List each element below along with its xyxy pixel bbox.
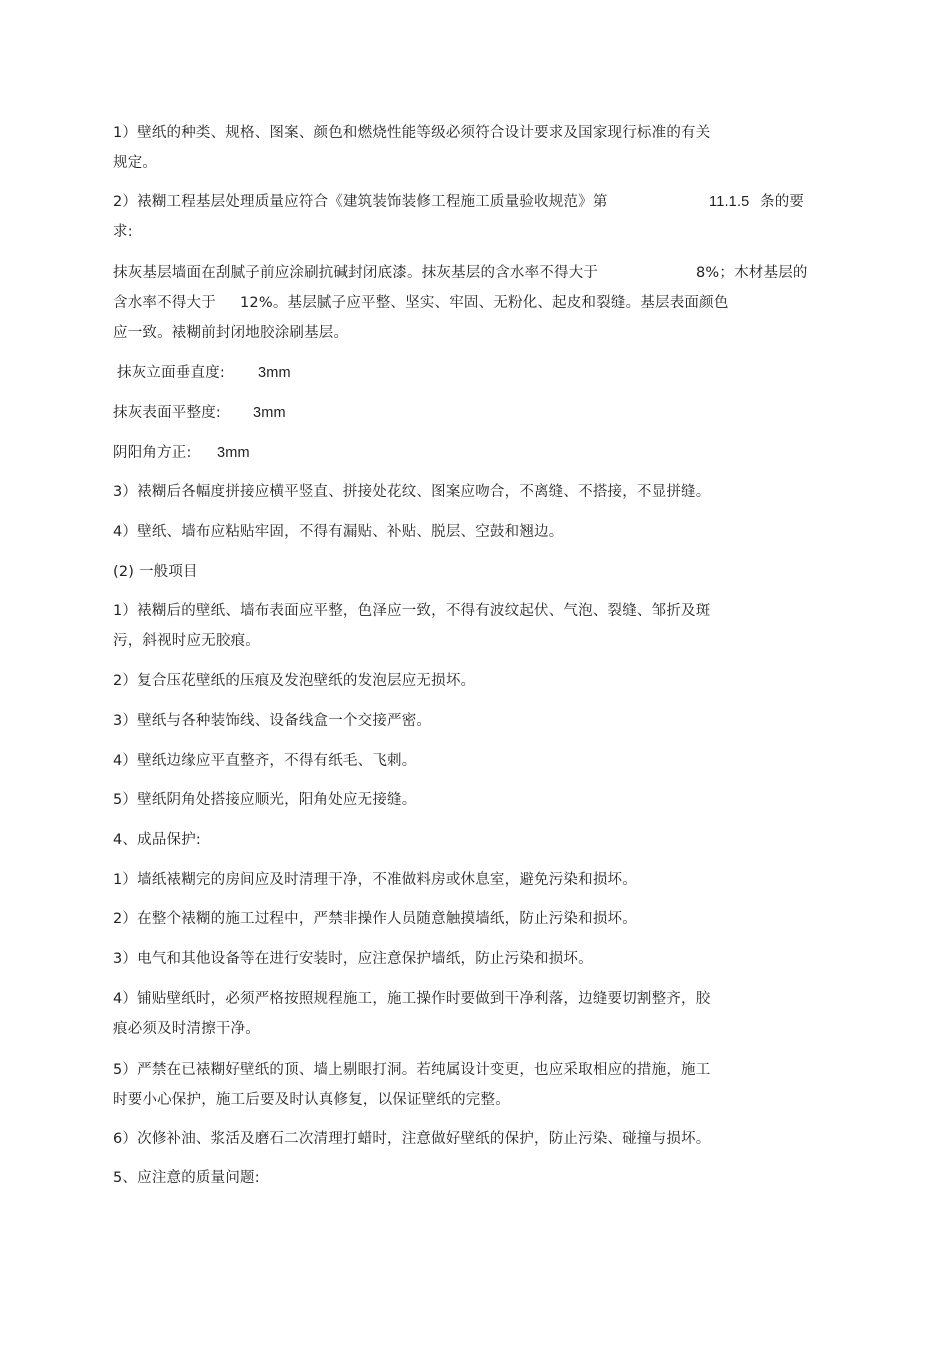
section-heading: 4、成品保护: [113, 832, 202, 848]
tolerance-label: 阴阳角方正: [113, 445, 192, 461]
paragraph-line: 2）复合压花壁纸的压痕及发泡壁纸的发泡层应无损坏。 [113, 673, 476, 689]
paragraph-line: 1）壁纸的种类、规格、图案、颜色和燃烧性能等级必须符合设计要求及国家现行标准的有关 [113, 125, 711, 141]
paragraph-line: 12%。基层腻子应平整、坚实、牢固、无粉化、起皮和裂缝。基层表面颜色 [240, 295, 729, 311]
tolerance-label: 抹灰立面垂直度: [117, 365, 225, 381]
paragraph-line: 求: [113, 224, 133, 240]
paragraph-line: 3）裱糊后各幅度拼接应横平竖直、拼接处花纹、图案应吻合，不离缝、不搭接，不显拼缝。 [113, 484, 711, 500]
paragraph-line: 8%；木材基层的 [696, 265, 808, 281]
paragraph-line: 时要小心保护，施工后要及时认真修复，以保证壁纸的完整。 [113, 1092, 510, 1108]
paragraph-line: 5）严禁在已裱糊好壁纸的顶、墙上剔眼打洞。若纯属设计变更，也应采取相应的措施，施工 [113, 1062, 711, 1078]
paragraph-line: 3）壁纸与各种装饰线、设备线盒一个交接严密。 [113, 713, 432, 729]
paragraph-line: 2）在整个裱糊的施工过程中，严禁非操作人员随意触摸墙纸，防止污染和损坏。 [113, 911, 637, 927]
tolerance-value: 3mm [258, 365, 291, 381]
section-heading: (2) 一般项目 [113, 564, 198, 580]
paragraph-line: 抹灰基层墙面在刮腻子前应涂刷抗碱封闭底漆。抹灰基层的含水率不得大于 [113, 265, 599, 281]
paragraph-line: 1）裱糊后的壁纸、墙布表面应平整，色泽应一致，不得有波纹起伏、气泡、裂缝、邹折及斑 [113, 603, 711, 619]
paragraph-line: 含水率不得大于 [113, 295, 216, 311]
paragraph-line: 4）铺贴壁纸时，必须严格按照规程施工，施工操作时要做到干净利落，边缝要切割整齐，胶 [113, 991, 711, 1007]
paragraph-line: 痕必须及时清擦干净。 [113, 1021, 260, 1037]
paragraph-line: 6）次修补油、浆活及磨石二次清理打蜡时，注意做好壁纸的保护，防止污染、碰撞与损坏。 [113, 1131, 711, 1147]
paragraph-line: 5）壁纸阴角处搭接应顺光，阳角处应无接缝。 [113, 792, 417, 808]
tolerance-label: 抹灰表面平整度: [113, 405, 221, 421]
tolerance-value: 3mm [217, 445, 250, 461]
tolerance-value: 3mm [253, 405, 286, 421]
paragraph-line: 1）墙纸裱糊完的房间应及时清理干净，不准做料房或休息室，避免污染和损坏。 [113, 872, 637, 888]
paragraph-line: 规定。 [113, 155, 158, 171]
section-heading: 5、应注意的质量问题: [113, 1170, 260, 1186]
paragraph-line: 污，斜视时应无胶痕。 [113, 633, 260, 649]
paragraph-line: 条的要 [760, 194, 805, 210]
paragraph-line: 3）电气和其他设备等在进行安装时，应注意保护墙纸，防止污染和损坏。 [113, 951, 593, 967]
clause-number: 11.1.5 [709, 194, 750, 210]
paragraph-line: 4）壁纸边缘应平直整齐，不得有纸毛、飞刺。 [113, 753, 417, 769]
paragraph-line: 2）裱糊工程基层处理质量应符合《建筑装饰装修工程施工质量验收规范》第 [113, 194, 608, 210]
paragraph-line: 4）壁纸、墙布应粘贴牢固，不得有漏贴、补贴、脱层、空鼓和翘边。 [113, 524, 564, 540]
paragraph-line: 应一致。裱糊前封闭地胶涂刷基层。 [113, 325, 349, 341]
